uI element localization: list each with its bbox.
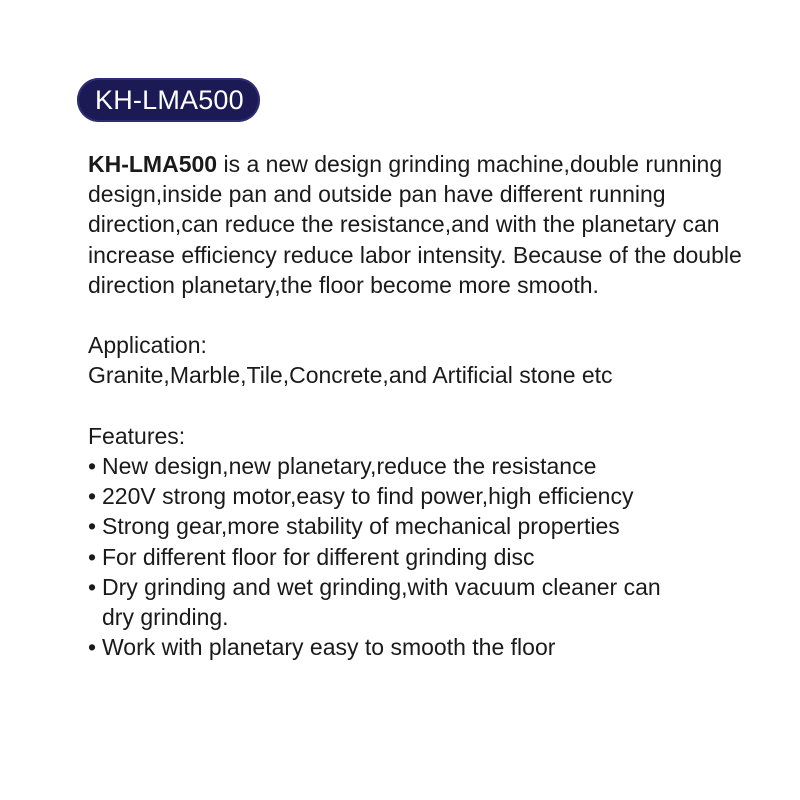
feature-item bbox=[88, 632, 778, 662]
feature-item bbox=[88, 542, 778, 572]
intro-paragraph bbox=[88, 149, 778, 300]
features-list bbox=[88, 451, 778, 662]
feature-text: Work with planetary easy to smooth the floor bbox=[102, 634, 556, 661]
product-description bbox=[88, 149, 778, 662]
application-title: Application: bbox=[88, 332, 207, 359]
feature-item bbox=[88, 511, 778, 541]
bullet-icon: • bbox=[88, 543, 97, 570]
intro-text: is a new design grinding machine,double running design,inside pan and outside pan have different running direction,can reduce the resistance,and with the planetary can increase efficiency reduce labor intensity. Because of the double direction planetary,the floor become more smooth. bbox=[88, 151, 742, 298]
feature-item bbox=[88, 451, 778, 481]
model-badge-label: KH-LMA500 bbox=[95, 85, 244, 115]
feature-text: New design,new planetary,reduce the resistance bbox=[102, 453, 597, 479]
bullet-icon: • bbox=[88, 483, 97, 510]
feature-text: Strong gear,more stability of mechanical properties bbox=[102, 513, 620, 540]
feature-text: Dry grinding and wet grinding,with vacuum cleaner can dry grinding. bbox=[102, 573, 661, 631]
bullet-icon: • bbox=[88, 453, 97, 479]
model-badge bbox=[77, 78, 260, 122]
bullet-icon: • bbox=[88, 573, 97, 600]
feature-item bbox=[88, 481, 778, 511]
feature-text: For different floor for different grinding disc bbox=[102, 543, 535, 570]
features-title: Features: bbox=[88, 422, 186, 449]
bullet-icon: • bbox=[88, 513, 97, 540]
application-text: Granite,Marble,Tile,Concrete,and Artificial stone etc bbox=[88, 362, 613, 389]
bullet-icon: • bbox=[88, 634, 97, 661]
feature-text: 220V strong motor,easy to find power,high efficiency bbox=[102, 483, 634, 510]
intro-model-name: KH-LMA500 bbox=[88, 151, 218, 177]
feature-item bbox=[88, 572, 778, 632]
